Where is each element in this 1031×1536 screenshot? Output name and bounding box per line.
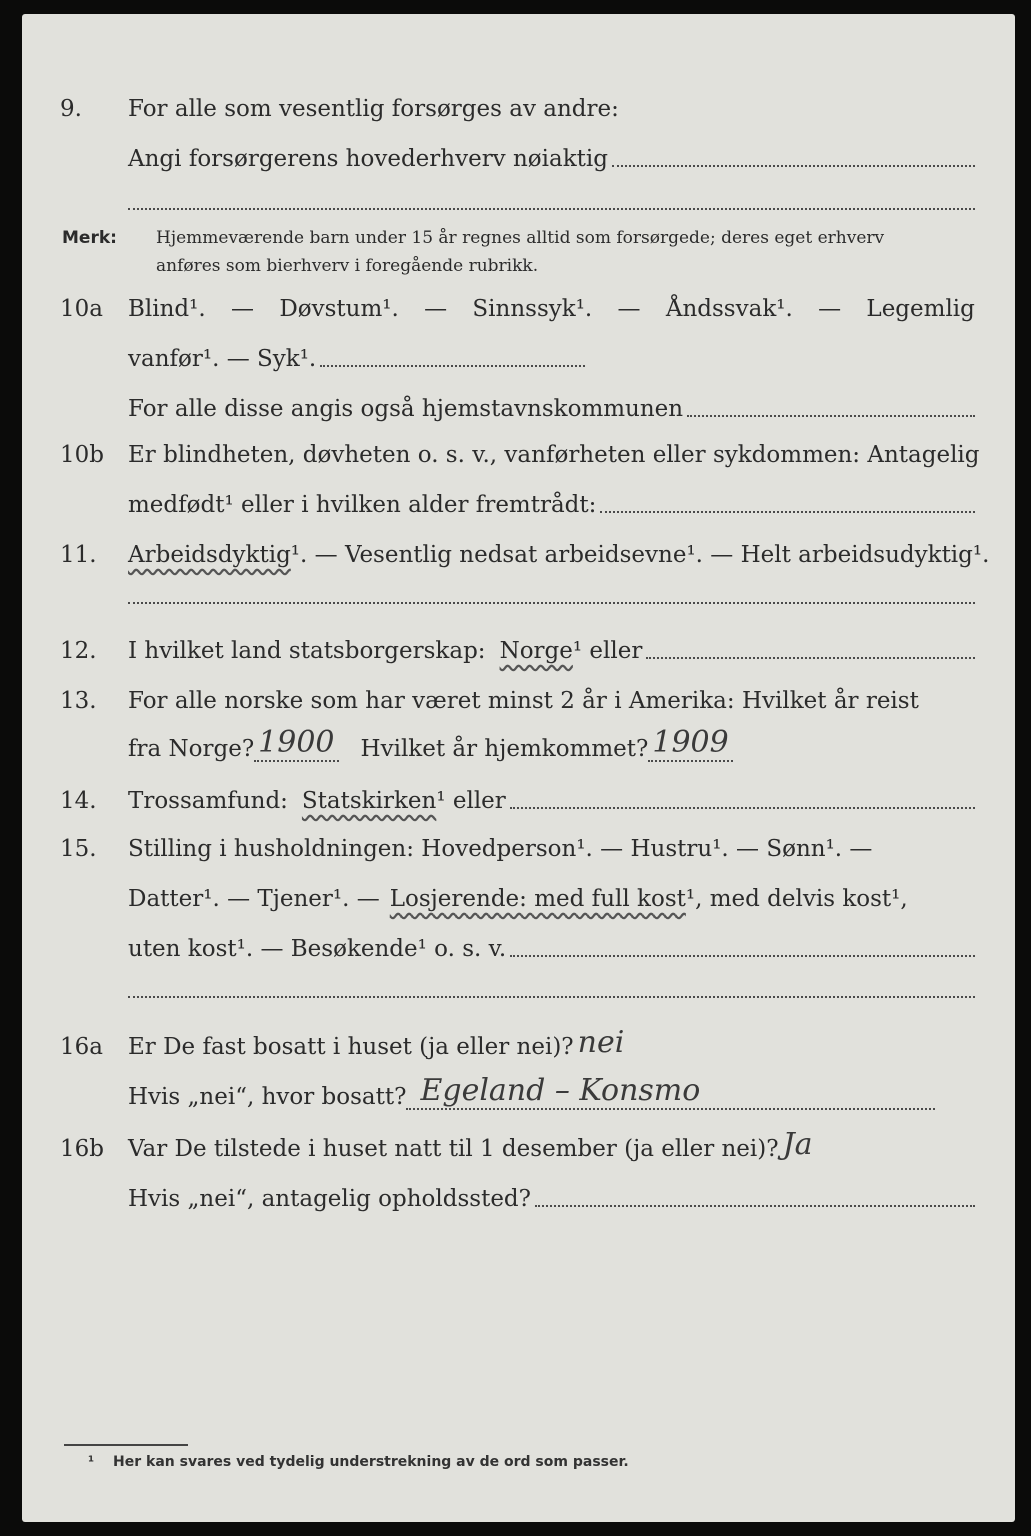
census-form-page bbox=[22, 14, 1015, 1522]
question-16a-line-1 bbox=[128, 1026, 725, 1060]
question-9-line-1 bbox=[128, 88, 975, 122]
footnote-text: Her kan svares ved tydelig understrekning av de ord som passer. bbox=[113, 1454, 629, 1470]
question-13-text: For alle norske som har været minst 2 år i Amerika: Hvilket år reist bbox=[128, 688, 919, 714]
answer-blank-11[interactable] bbox=[128, 602, 975, 604]
answer-field-10a-syk[interactable] bbox=[320, 364, 585, 367]
merk-label: Merk: bbox=[62, 228, 117, 248]
option-sinnssyk[interactable]: Sinnssyk¹. bbox=[472, 296, 593, 322]
question-16b-text: Var De tilstede i huset natt til 1 desember (ja eller nei)? bbox=[128, 1136, 779, 1162]
question-10a-hjemstavn: For alle disse angis også hjemstavnskommunen bbox=[128, 396, 684, 422]
answer-field-10b[interactable] bbox=[600, 510, 975, 513]
option-legemlig[interactable]: Legemlig bbox=[866, 296, 975, 322]
footnote bbox=[88, 1454, 629, 1470]
answer-field-15[interactable] bbox=[510, 954, 975, 957]
answer-bosatt[interactable]: nei bbox=[577, 1025, 625, 1060]
question-15-options-3[interactable]: ¹, med delvis kost¹, bbox=[685, 886, 908, 912]
question-9-text: For alle som vesentlig forsørges av andre: bbox=[128, 96, 619, 122]
question-15-options-4[interactable]: uten kost¹. — Besøkende¹ o. s. v. bbox=[128, 936, 507, 962]
question-11-rest: ¹. — Vesentlig nedsat arbeidsevne¹. — Helt arbeidsudyktig¹. bbox=[290, 542, 990, 568]
question-16a-number: 16a bbox=[60, 1034, 103, 1060]
answer-field-9[interactable] bbox=[612, 164, 975, 167]
question-16a-line-2 bbox=[128, 1073, 935, 1110]
answer-blank-9[interactable] bbox=[128, 208, 975, 210]
dash: — bbox=[617, 296, 641, 322]
question-10a-line-3 bbox=[128, 388, 975, 422]
dash: — bbox=[231, 296, 254, 322]
question-13-line-2 bbox=[128, 725, 797, 762]
question-15-options-2[interactable]: Datter¹. — Tjener¹. — bbox=[128, 886, 380, 912]
option-arbeidsdyktig[interactable]: Arbeidsdyktig bbox=[128, 542, 291, 568]
question-15-options-1[interactable]: Stilling i husholdningen: Hovedperson¹. — Hustru¹. — Sønn¹. — bbox=[128, 836, 873, 862]
dash: — bbox=[818, 296, 842, 322]
merk-text-1: Hjemmeværende barn under 15 år regnes alltid som forsørgede; deres eget erhverv bbox=[156, 228, 885, 248]
footnote-mark: ¹ bbox=[88, 1454, 95, 1470]
option-losjerende-full-kost[interactable]: Losjerende: med full kost bbox=[389, 886, 686, 912]
question-14-number: 14. bbox=[60, 788, 97, 814]
question-11-line bbox=[128, 534, 990, 568]
question-10b-subtext: medfødt¹ eller i hvilken alder fremtrådt: bbox=[128, 492, 597, 518]
question-13-number: 13. bbox=[60, 688, 97, 714]
question-13-reist-label: fra Norge? bbox=[128, 736, 255, 762]
question-10b-line-2 bbox=[128, 484, 975, 518]
footnote-divider bbox=[64, 1444, 188, 1446]
question-16b-number: 16b bbox=[60, 1136, 104, 1162]
answer-tilstede[interactable]: Ja bbox=[782, 1127, 813, 1162]
option-blind[interactable]: Blind¹. bbox=[128, 296, 206, 322]
option-norge[interactable]: Norge bbox=[499, 638, 573, 664]
answer-field-16b[interactable] bbox=[535, 1204, 975, 1207]
question-10a-line-1 bbox=[128, 288, 975, 322]
question-10b-text: Er blindheten, døvheten o. s. v., vanførheten eller sykdommen: Antagelig bbox=[128, 442, 980, 468]
question-16a-subtext: Hvis „nei“, hvor bosatt? bbox=[128, 1084, 407, 1110]
question-13-line-1 bbox=[128, 680, 975, 714]
dash: — bbox=[424, 296, 448, 322]
answer-year-returned[interactable]: 1909 bbox=[648, 725, 732, 762]
question-9-subtext: Angi forsørgerens hovederhverv nøiaktig bbox=[128, 146, 608, 172]
question-14-line bbox=[128, 780, 975, 814]
answer-field-12[interactable] bbox=[646, 656, 975, 659]
question-14-text: Trossamfund: bbox=[128, 788, 288, 814]
question-12-number: 12. bbox=[60, 638, 97, 664]
question-9-line-2 bbox=[128, 138, 975, 172]
question-16b-line-1 bbox=[128, 1128, 955, 1162]
answer-field-14[interactable] bbox=[510, 806, 975, 809]
answer-blank-15[interactable] bbox=[128, 996, 975, 998]
question-13-hjem-label: Hvilket år hjemkommet? bbox=[360, 736, 649, 762]
question-16b-subtext: Hvis „nei“, antagelig opholdssted? bbox=[128, 1186, 531, 1212]
question-16b-line-2 bbox=[128, 1178, 975, 1212]
question-14-eller: ¹ eller bbox=[436, 788, 506, 814]
question-15-line-2 bbox=[128, 878, 975, 912]
question-15-line-1 bbox=[128, 828, 975, 862]
question-12-line bbox=[128, 630, 975, 664]
answer-bosatt-where[interactable]: Egeland – Konsmo bbox=[406, 1073, 935, 1110]
question-10b-line-1 bbox=[128, 434, 980, 468]
question-10a-number: 10a bbox=[60, 296, 103, 322]
question-10a-line-2 bbox=[128, 338, 585, 372]
question-9-number: 9. bbox=[60, 96, 82, 122]
question-12-text: I hvilket land statsborgerskap: bbox=[128, 638, 486, 664]
question-11-number: 11. bbox=[60, 542, 97, 568]
option-andssvak[interactable]: Åndssvak¹. bbox=[665, 296, 793, 322]
question-16a-text: Er De fast bosatt i huset (ja eller nei)? bbox=[128, 1034, 574, 1060]
answer-field-10a-hjemstavn[interactable] bbox=[687, 414, 975, 417]
option-dovstum[interactable]: Døvstum¹. bbox=[279, 296, 399, 322]
merk-text-2: anføres som bierhverv i foregående rubrikk. bbox=[156, 256, 539, 276]
option-vanfor-syk[interactable]: vanfør¹. — Syk¹. bbox=[128, 346, 317, 372]
question-15-line-3 bbox=[128, 928, 975, 962]
answer-year-left[interactable]: 1900 bbox=[254, 725, 338, 762]
option-statskirken[interactable]: Statskirken bbox=[301, 788, 437, 814]
question-15-number: 15. bbox=[60, 836, 97, 862]
question-12-eller: ¹ eller bbox=[572, 638, 643, 664]
question-10b-number: 10b bbox=[60, 442, 104, 468]
